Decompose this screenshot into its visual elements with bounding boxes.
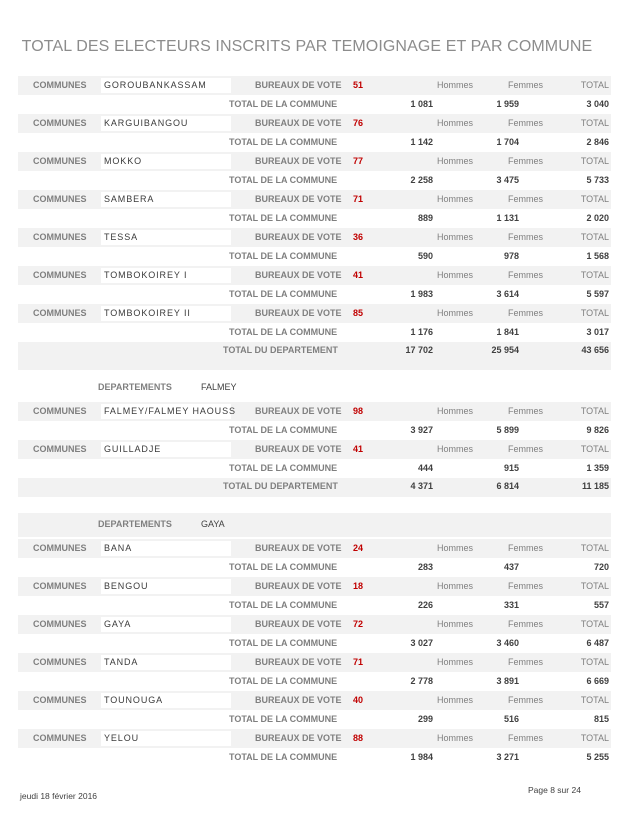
- total-header: TOTAL: [580, 270, 609, 280]
- commune-hommes: 299: [417, 714, 433, 724]
- total-header: TOTAL: [580, 657, 609, 667]
- total-header: TOTAL: [580, 733, 609, 743]
- commune-femmes: 5 899: [496, 425, 519, 435]
- commune-total: 2 846: [586, 137, 609, 147]
- commune-header-row: [18, 228, 611, 247]
- commune-hommes: 1 081: [410, 99, 433, 109]
- communes-label: COMMUNES: [33, 80, 87, 90]
- commune-header-row: [18, 653, 611, 672]
- commune-block: [18, 653, 611, 691]
- commune-name-box: [101, 306, 231, 321]
- commune-block: [18, 577, 611, 615]
- total-commune-label: TOTAL DE LA COMMUNE: [229, 600, 338, 610]
- commune-total: 5 597: [586, 289, 609, 299]
- femmes-header: Femmes: [507, 194, 543, 204]
- section-departement-gaya: [18, 539, 611, 767]
- commune-name-box: [101, 579, 231, 594]
- total-header: TOTAL: [580, 232, 609, 242]
- commune-total-row: [18, 710, 611, 729]
- bureaux-label: BUREAUX DE VOTE: [255, 581, 342, 591]
- femmes-header: Femmes: [507, 156, 543, 166]
- commune-femmes: 1 959: [496, 99, 519, 109]
- total-commune-label: TOTAL DE LA COMMUNE: [229, 289, 338, 299]
- commune-hommes: 444: [417, 463, 433, 473]
- total-header: TOTAL: [580, 695, 609, 705]
- communes-label: COMMUNES: [33, 444, 87, 454]
- total-header: TOTAL: [580, 118, 609, 128]
- total-header: TOTAL: [580, 543, 609, 553]
- hommes-header: Hommes: [436, 657, 473, 667]
- bureaux-label: BUREAUX DE VOTE: [255, 406, 342, 416]
- page-number: Page 8 sur 24: [528, 785, 581, 795]
- bureaux-label: BUREAUX DE VOTE: [255, 444, 342, 454]
- commune-name-box: [101, 442, 231, 457]
- commune-name-box: [101, 192, 231, 207]
- commune-total-row: [18, 421, 611, 440]
- commune-header-row: [18, 539, 611, 558]
- commune-header-row: [18, 266, 611, 285]
- bureaux-count: 77: [353, 156, 364, 166]
- communes-label: COMMUNES: [33, 232, 87, 242]
- departement-total-row: [18, 342, 611, 370]
- bureaux-count: 71: [353, 657, 364, 667]
- communes-label: COMMUNES: [33, 619, 87, 629]
- commune-block: [18, 266, 611, 304]
- commune-hommes: 3 927: [410, 425, 433, 435]
- femmes-header: Femmes: [507, 118, 543, 128]
- total-commune-label: TOTAL DE LA COMMUNE: [229, 175, 338, 185]
- commune-block: [18, 190, 611, 228]
- communes-label: COMMUNES: [33, 543, 87, 553]
- commune-name-box: [101, 655, 231, 670]
- commune-name: BANA: [104, 543, 133, 553]
- commune-header-row: [18, 114, 611, 133]
- commune-femmes: 3 271: [496, 752, 519, 762]
- commune-femmes: 437: [503, 562, 519, 572]
- femmes-header: Femmes: [507, 543, 543, 553]
- total-commune-label: TOTAL DE LA COMMUNE: [229, 676, 338, 686]
- hommes-header: Hommes: [436, 543, 473, 553]
- commune-femmes: 1 704: [496, 137, 519, 147]
- communes-label: COMMUNES: [33, 118, 87, 128]
- commune-hommes: 2 258: [410, 175, 433, 185]
- commune-name: KARGUIBANGOU: [104, 118, 189, 128]
- commune-block: [18, 152, 611, 190]
- commune-total: 6 487: [586, 638, 609, 648]
- commune-name-box: [101, 541, 231, 556]
- commune-hommes: 1 176: [410, 327, 433, 337]
- commune-name: GOROUBANKASSAM: [104, 80, 207, 90]
- commune-total: 1 359: [586, 463, 609, 473]
- departement-header: [18, 513, 611, 537]
- section-departement-falmey: [18, 402, 611, 478]
- total-header: TOTAL: [580, 619, 609, 629]
- commune-name: TOUNOUGA: [104, 695, 164, 705]
- femmes-header: Femmes: [507, 444, 543, 454]
- commune-name-box: [101, 731, 231, 746]
- total-departement-label: TOTAL DU DEPARTEMENT: [223, 345, 338, 355]
- commune-block: [18, 304, 611, 342]
- commune-total: 5 733: [586, 175, 609, 185]
- commune-name-box: [101, 154, 231, 169]
- commune-total: 9 826: [586, 425, 609, 435]
- commune-total-row: [18, 285, 611, 304]
- footer-date: jeudi 18 février 2016: [20, 791, 98, 801]
- total-commune-label: TOTAL DE LA COMMUNE: [229, 213, 338, 223]
- bureaux-label: BUREAUX DE VOTE: [255, 733, 342, 743]
- commune-block: [18, 402, 611, 440]
- bureaux-label: BUREAUX DE VOTE: [255, 619, 342, 629]
- report-table: [18, 76, 611, 767]
- commune-block: [18, 729, 611, 767]
- total-commune-label: TOTAL DE LA COMMUNE: [229, 137, 338, 147]
- commune-femmes: 3 614: [496, 289, 519, 299]
- communes-label: COMMUNES: [33, 581, 87, 591]
- hommes-header: Hommes: [436, 194, 473, 204]
- commune-header-row: [18, 190, 611, 209]
- bureaux-label: BUREAUX DE VOTE: [255, 118, 342, 128]
- page-title: TOTAL DES ELECTEURS INSCRITS PAR TEMOIGNAGE ET PAR COMMUNE: [21, 38, 593, 55]
- commune-name-box: [101, 404, 236, 419]
- commune-block: [18, 76, 611, 114]
- commune-name: TOMBOKOIREY I: [104, 270, 188, 280]
- bureaux-count: 36: [353, 232, 364, 242]
- communes-label: COMMUNES: [33, 657, 87, 667]
- departement-header: [18, 378, 611, 397]
- femmes-header: Femmes: [507, 581, 543, 591]
- hommes-header: Hommes: [436, 308, 473, 318]
- total-commune-label: TOTAL DE LA COMMUNE: [229, 425, 338, 435]
- total-header: TOTAL: [580, 156, 609, 166]
- hommes-header: Hommes: [436, 733, 473, 743]
- bureaux-label: BUREAUX DE VOTE: [255, 543, 342, 553]
- bureaux-count: 41: [353, 444, 364, 454]
- commune-total: 1 568: [586, 251, 609, 261]
- commune-total-row: [18, 634, 611, 653]
- commune-total: 3 040: [586, 99, 609, 109]
- femmes-header: Femmes: [507, 80, 543, 90]
- hommes-header: Hommes: [436, 619, 473, 629]
- bureaux-count: 98: [353, 406, 364, 416]
- hommes-header: Hommes: [436, 156, 473, 166]
- femmes-header: Femmes: [507, 619, 543, 629]
- communes-label: COMMUNES: [33, 308, 87, 318]
- commune-name: BENGOU: [104, 581, 149, 591]
- commune-block: [18, 228, 611, 266]
- commune-total-row: [18, 209, 611, 228]
- total-commune-label: TOTAL DE LA COMMUNE: [229, 99, 338, 109]
- commune-femmes: 3 460: [496, 638, 519, 648]
- bureaux-count: 18: [353, 581, 364, 591]
- commune-total: 557: [593, 600, 609, 610]
- commune-block: [18, 615, 611, 653]
- femmes-header: Femmes: [507, 406, 543, 416]
- dept-total-total: 43 656: [581, 345, 609, 355]
- commune-total-row: [18, 247, 611, 266]
- communes-label: COMMUNES: [33, 270, 87, 280]
- total-header: TOTAL: [580, 406, 609, 416]
- hommes-header: Hommes: [436, 270, 473, 280]
- communes-label: COMMUNES: [33, 733, 87, 743]
- departement-name: GAYA: [201, 519, 225, 529]
- hommes-header: Hommes: [436, 232, 473, 242]
- total-commune-label: TOTAL DE LA COMMUNE: [229, 714, 338, 724]
- commune-name: TESSA: [104, 232, 139, 242]
- bureaux-label: BUREAUX DE VOTE: [255, 657, 342, 667]
- femmes-header: Femmes: [507, 308, 543, 318]
- hommes-header: Hommes: [436, 406, 473, 416]
- hommes-header: Hommes: [436, 118, 473, 128]
- commune-block: [18, 691, 611, 729]
- bureaux-label: BUREAUX DE VOTE: [255, 695, 342, 705]
- communes-label: COMMUNES: [33, 695, 87, 705]
- bureaux-label: BUREAUX DE VOTE: [255, 232, 342, 242]
- bureaux-label: BUREAUX DE VOTE: [255, 270, 342, 280]
- total-commune-label: TOTAL DE LA COMMUNE: [229, 463, 338, 473]
- bureaux-count: 88: [353, 733, 364, 743]
- femmes-header: Femmes: [507, 733, 543, 743]
- commune-header-row: [18, 76, 611, 95]
- departement-name: FALMEY: [201, 382, 237, 392]
- hommes-header: Hommes: [436, 80, 473, 90]
- communes-label: COMMUNES: [33, 406, 87, 416]
- commune-total-row: [18, 95, 611, 114]
- dept-total-hommes: 4 371: [410, 481, 433, 491]
- hommes-header: Hommes: [436, 695, 473, 705]
- total-commune-label: TOTAL DE LA COMMUNE: [229, 752, 338, 762]
- femmes-header: Femmes: [507, 695, 543, 705]
- bureaux-count: 40: [353, 695, 364, 705]
- commune-total-row: [18, 748, 611, 767]
- commune-block: [18, 539, 611, 577]
- commune-femmes: 516: [503, 714, 519, 724]
- departement-total-row: [18, 478, 611, 497]
- commune-total-row: [18, 459, 611, 478]
- commune-total: 815: [593, 714, 609, 724]
- commune-total: 3 017: [586, 327, 609, 337]
- total-commune-label: TOTAL DE LA COMMUNE: [229, 251, 338, 261]
- commune-name-box: [101, 78, 231, 93]
- commune-header-row: [18, 402, 611, 421]
- commune-total-row: [18, 558, 611, 577]
- commune-hommes: 889: [417, 213, 433, 223]
- bureaux-count: 71: [353, 194, 364, 204]
- total-commune-label: TOTAL DE LA COMMUNE: [229, 638, 338, 648]
- commune-name: MOKKO: [104, 156, 143, 166]
- commune-name-box: [101, 617, 231, 632]
- commune-header-row: [18, 304, 611, 323]
- commune-total-row: [18, 171, 611, 190]
- commune-hommes: 590: [417, 251, 433, 261]
- dept-total-hommes: 17 702: [405, 345, 433, 355]
- dept-total-total: 11 185: [581, 481, 609, 491]
- communes-label: COMMUNES: [33, 156, 87, 166]
- bureaux-count: 51: [353, 80, 364, 90]
- commune-name: YELOU: [104, 733, 140, 743]
- commune-total-row: [18, 596, 611, 615]
- commune-name: SAMBERA: [104, 194, 155, 204]
- commune-total-row: [18, 323, 611, 342]
- commune-header-row: [18, 729, 611, 748]
- commune-name-box: [101, 268, 231, 283]
- commune-header-row: [18, 577, 611, 596]
- commune-total: 2 020: [586, 213, 609, 223]
- commune-femmes: 978: [503, 251, 519, 261]
- commune-total-row: [18, 672, 611, 691]
- commune-name-box: [101, 116, 231, 131]
- commune-name: TOMBOKOIREY II: [104, 308, 191, 318]
- commune-femmes: 3 891: [496, 676, 519, 686]
- commune-femmes: 1 841: [496, 327, 519, 337]
- departements-label: DEPARTEMENTS: [98, 519, 172, 529]
- total-header: TOTAL: [580, 308, 609, 318]
- bureaux-label: BUREAUX DE VOTE: [255, 308, 342, 318]
- hommes-header: Hommes: [436, 581, 473, 591]
- bureaux-count: 41: [353, 270, 364, 280]
- hommes-header: Hommes: [436, 444, 473, 454]
- commune-hommes: 2 778: [410, 676, 433, 686]
- commune-name: FALMEY/FALMEY HAOUSS: [104, 406, 236, 416]
- commune-hommes: 283: [417, 562, 433, 572]
- commune-femmes: 3 475: [496, 175, 519, 185]
- dept-total-femmes: 25 954: [491, 345, 519, 355]
- commune-femmes: 331: [503, 600, 519, 610]
- bureaux-count: 85: [353, 308, 364, 318]
- total-header: TOTAL: [580, 444, 609, 454]
- commune-hommes: 3 027: [410, 638, 433, 648]
- commune-block: [18, 440, 611, 478]
- bureaux-count: 76: [353, 118, 364, 128]
- commune-name-box: [101, 230, 231, 245]
- commune-hommes: 1 142: [410, 137, 433, 147]
- commune-total: 6 669: [586, 676, 609, 686]
- commune-femmes: 1 131: [496, 213, 519, 223]
- commune-name: TANDA: [104, 657, 139, 667]
- section-departement-1: [18, 76, 611, 342]
- bureaux-count: 24: [353, 543, 364, 553]
- commune-hommes: 1 983: [410, 289, 433, 299]
- bureaux-label: BUREAUX DE VOTE: [255, 80, 342, 90]
- dept-total-femmes: 6 814: [496, 481, 519, 491]
- total-header: TOTAL: [580, 581, 609, 591]
- commune-femmes: 915: [503, 463, 519, 473]
- commune-header-row: [18, 615, 611, 634]
- commune-hommes: 226: [417, 600, 433, 610]
- femmes-header: Femmes: [507, 232, 543, 242]
- femmes-header: Femmes: [507, 270, 543, 280]
- femmes-header: Femmes: [507, 657, 543, 667]
- total-commune-label: TOTAL DE LA COMMUNE: [229, 327, 338, 337]
- commune-total-row: [18, 133, 611, 152]
- commune-name-box: [101, 693, 231, 708]
- bureaux-count: 72: [353, 619, 364, 629]
- commune-block: [18, 114, 611, 152]
- departements-label: DEPARTEMENTS: [98, 382, 172, 392]
- total-header: TOTAL: [580, 80, 609, 90]
- commune-name: GAYA: [104, 619, 132, 629]
- commune-total: 720: [593, 562, 609, 572]
- commune-header-row: [18, 691, 611, 710]
- bureaux-label: BUREAUX DE VOTE: [255, 194, 342, 204]
- total-header: TOTAL: [580, 194, 609, 204]
- total-departement-label: TOTAL DU DEPARTEMENT: [223, 481, 338, 491]
- commune-hommes: 1 984: [410, 752, 433, 762]
- communes-label: COMMUNES: [33, 194, 87, 204]
- commune-header-row: [18, 152, 611, 171]
- total-commune-label: TOTAL DE LA COMMUNE: [229, 562, 338, 572]
- commune-header-row: [18, 440, 611, 459]
- commune-name: GUILLADJE: [104, 444, 162, 454]
- commune-total: 5 255: [586, 752, 609, 762]
- bureaux-label: BUREAUX DE VOTE: [255, 156, 342, 166]
